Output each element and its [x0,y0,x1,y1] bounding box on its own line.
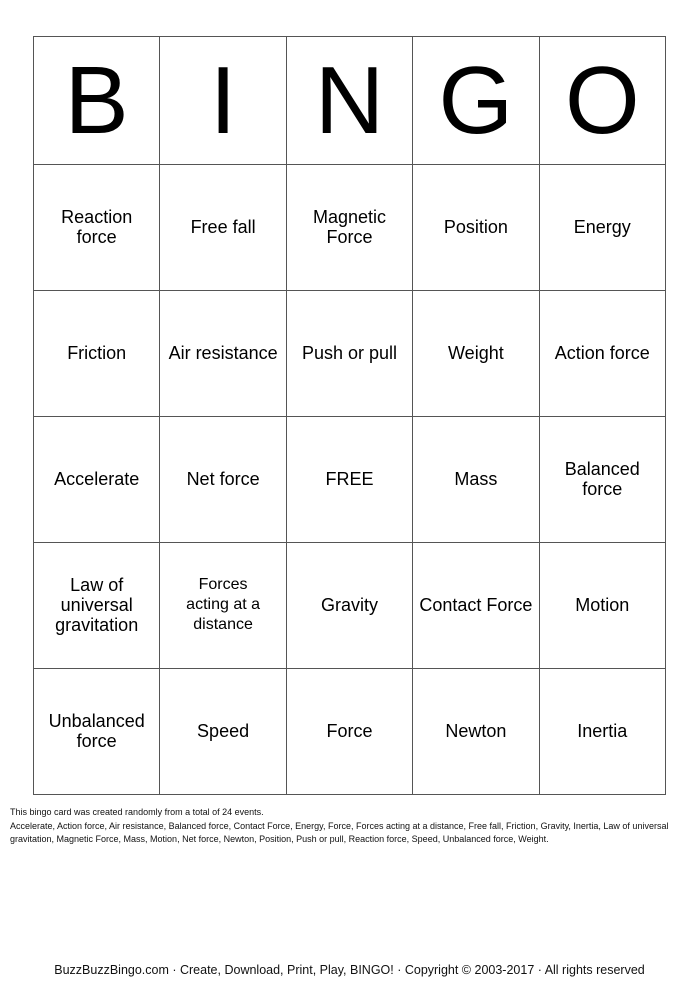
card-cell: Reaction force [34,165,160,291]
card-cell: Push or pull [286,290,412,416]
header-letter-b: B [34,37,160,165]
card-row [34,165,666,291]
card-info-events: Accelerate, Action force, Air resistance, Balanced force, Contact Force, Energy, Force, Forces acting at a distance, Free fall, Friction, Gravity, Inertia, Law of universal gravitation, Magnetic Force, Mass, Motion, Net force, Newton, Position, Push or pull, Reaction force, Speed, Unbalanced force, Weight. [10,820,669,844]
card-row [34,542,666,668]
header-letter-o: O [539,37,665,165]
card-cell: Newton [413,668,539,794]
card-cell: Speed [160,668,286,794]
header-letter-g: G [413,37,539,165]
card-cell: Force [286,668,412,794]
card-cell: Free fall [160,165,286,291]
card-cell: Contact Force [413,542,539,668]
card-cell: Law of universal gravitation [34,542,160,668]
card-cell: Magnetic Force [286,165,412,291]
card-cell: Energy [539,165,665,291]
bingo-card [33,36,666,795]
card-row [34,668,666,794]
card-cell: Gravity [286,542,412,668]
card-cell: Motion [539,542,665,668]
card-row [34,416,666,542]
card-cell: Air resistance [160,290,286,416]
card-cell: Net force [160,416,286,542]
card-cell: Accelerate [34,416,160,542]
card-cell: Balanced force [539,416,665,542]
header-letter-n: N [286,37,412,165]
header-row [34,37,666,165]
header-letter-i: I [160,37,286,165]
card-info [10,806,690,847]
card-cell: Weight [413,290,539,416]
card-cell: Position [413,165,539,291]
card-row [34,290,666,416]
card-cell: Mass [413,416,539,542]
card-cell: Forces acting at a distance [160,542,286,668]
card-cell: Inertia [539,668,665,794]
free-space-cell: FREE [286,416,412,542]
footer: BuzzBuzzBingo.com · Create, Download, Print, Play, BINGO! · Copyright © 2003-2017 · All rights reserved [54,963,645,977]
card-info-summary: This bingo card was created randomly from a total of 24 events. [10,807,264,817]
card-cell: Unbalanced force [34,668,160,794]
card-cell: Action force [539,290,665,416]
card-cell: Friction [34,290,160,416]
